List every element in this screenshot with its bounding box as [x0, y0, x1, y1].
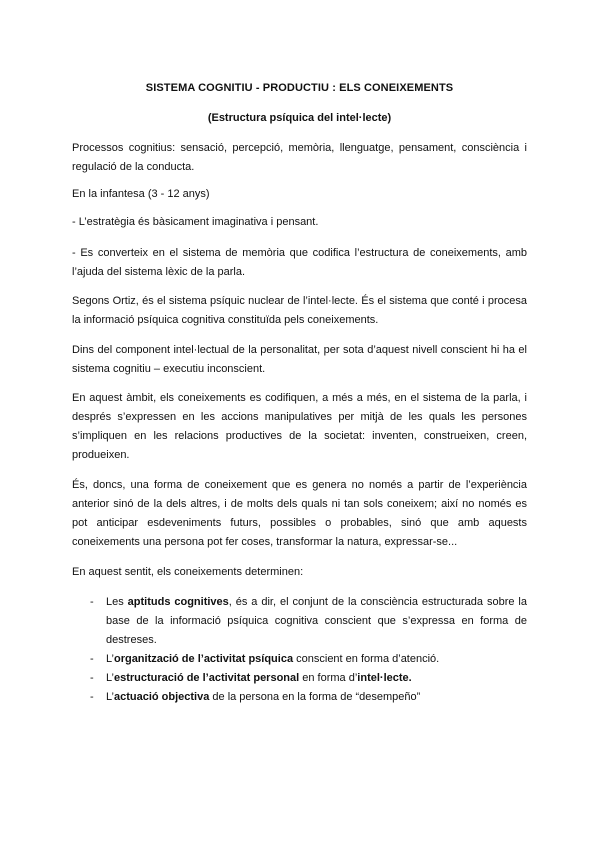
bullet-dash: -: [90, 691, 94, 703]
paragraph-intellectual-component: Dins del component intel·lectual de la personalitat, per sota d’aquest nivell conscient hi ha el sistema cognitiu – executiu inconscient.: [72, 344, 527, 375]
paragraph-strategy: - L’estratègia és bàsicament imaginativa i pensant.: [72, 216, 319, 228]
paragraph-cognitive-processes: Processos cognitius: sensació, percepció, memòria, llenguatge, pensament, consciència i regulació de la conducta.: [72, 142, 527, 173]
paragraph-childhood: En la infantesa (3 - 12 anys): [72, 188, 210, 200]
bullet-dash: -: [90, 672, 94, 684]
list-item: - L’estructuració de l’activitat personal en forma d’intel·lecte.: [72, 669, 527, 688]
paragraph-speech-system: En aquest àmbit, els coneixements es codifiquen, a més a més, en el sistema de la parla, i després s’expressen en les accions manipulatives per mitjà de les quals les persones s’impliquen en les relacions productives de la societat: inventen, construeixen, creen, produeixen.: [72, 392, 527, 461]
document-title: SISTEMA COGNITIU - PRODUCTIU : ELS CONEIXEMENTS: [145, 82, 454, 94]
paragraph-determine-intro: En aquest sentit, els coneixements determinen:: [72, 566, 304, 578]
list-item: - Les aptituds cognitives, és a dir, el conjunt de la consciència estructurada sobre la base de la informació psíquica cognitiva conscient que s’expressa en forma de destreses.: [72, 593, 527, 650]
paragraph-memory-system: - Es converteix en el sistema de memòria que codifica l’estructura de coneixements, amb l’ajuda del sistema lèxic de la parla.: [72, 247, 527, 278]
knowledge-determinants-list: [72, 593, 527, 707]
bullet-dash: -: [90, 653, 94, 665]
list-item: - L’organització de l’activitat psíquica conscient en forma d’atenció.: [72, 650, 527, 669]
paragraph-ortiz: Segons Ortiz, és el sistema psíquic nuclear de l’intel·lecte. És el sistema que conté i procesa la informació psíquica cognitiva constituïda pels coneixements.: [72, 295, 527, 326]
bullet-dash: -: [90, 596, 94, 608]
paragraph-knowledge-form: És, doncs, una forma de coneixement que es genera no només a partir de l’experiència anterior sinó de la dels altres, i de molts dels quals ni tan sols coneixem; així no només es pot anticipar esdeveniments futurs, possibles o probables, sinó que amb aquests coneixements una persona pot fer coses, transformar la natura, expressar-se...: [72, 479, 527, 548]
list-item: - L’actuació objectiva de la persona en la forma de “desempeño”: [72, 688, 527, 707]
document-subtitle: (Estructura psíquica del intel·lecte): [207, 112, 392, 124]
